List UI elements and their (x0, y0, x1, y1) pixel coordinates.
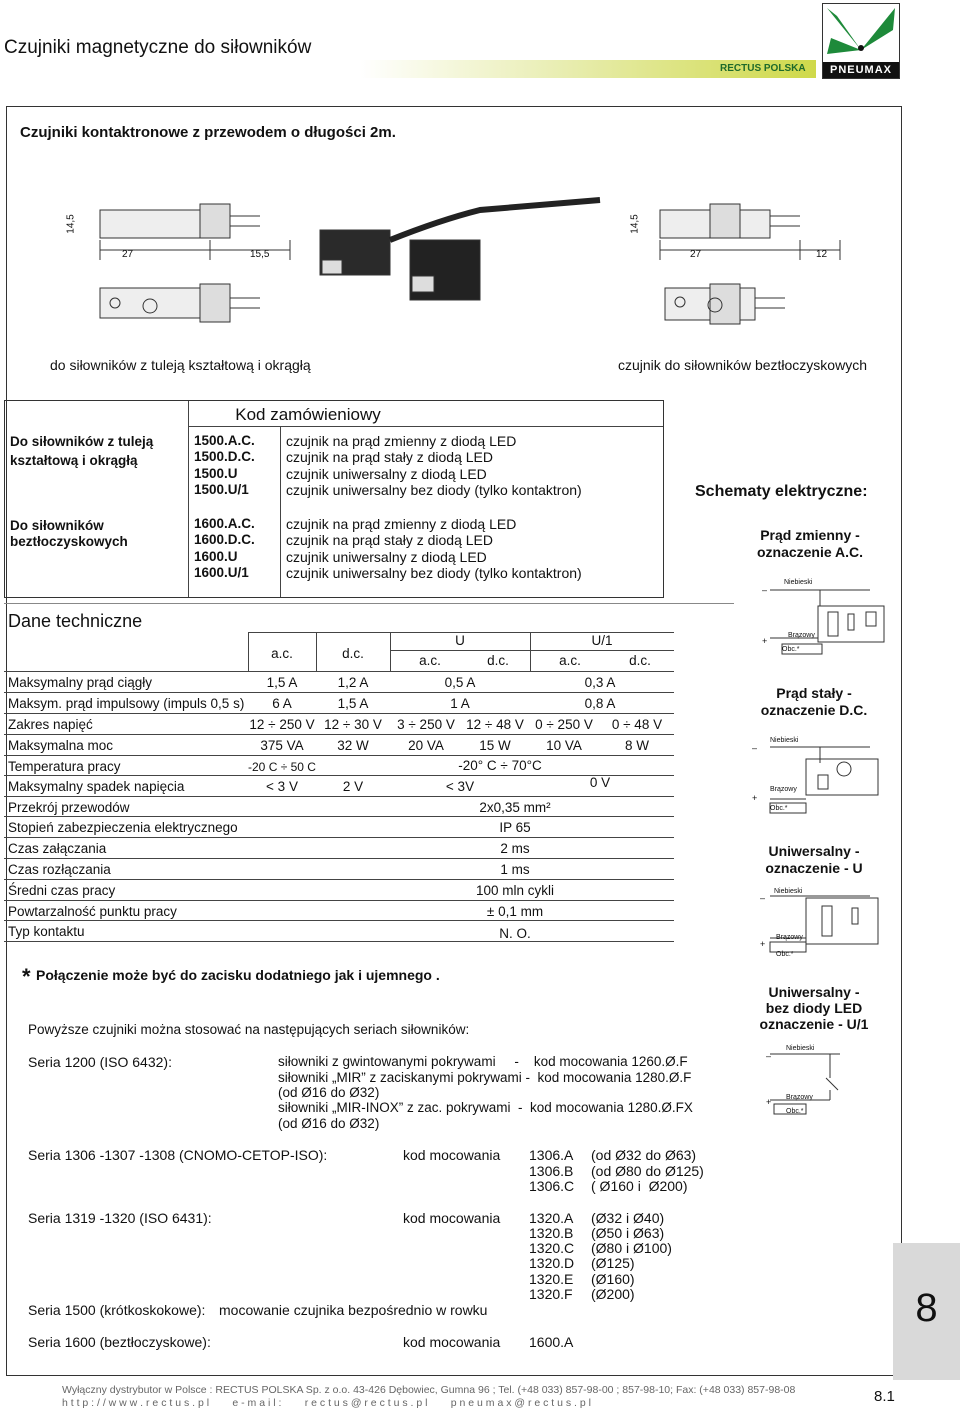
r1-dc: 1,5 A (337, 696, 369, 711)
r9-all: 1 ms (500, 862, 530, 877)
s1319-desc-2: (Ø50 i Ø63) (591, 1225, 665, 1241)
sensor-drawings (40, 180, 880, 340)
head-U1-dc: d.c. (629, 653, 651, 668)
s1319-desc-4: (Ø125) (591, 1255, 635, 1271)
ac-brazowy: Brązowy (788, 632, 815, 639)
caption-right: czujnik do siłowników beztłoczyskowych (618, 357, 867, 373)
footer-line-1: Wyłączny dystrybutor w Polsce : RECTUS POLSKA Sp. z o.o. 43-426 Dębowiec, Gumna 96 ; Tel. (+48 033) 857-98-00 ; 857-98-10; Fax: (+48 033) 857-98-08 (62, 1384, 796, 1396)
group1-desc-3: czujnik uniwersalny z diodą LED (286, 466, 487, 482)
s1200-label: Seria 1200 (ISO 6432): (28, 1054, 172, 1070)
u1-title-3: oznaczenie - U/1 (759, 1016, 869, 1032)
group2-label-1: Do siłowników (10, 518, 104, 533)
order-title: Kod zamówieniowy (235, 405, 381, 424)
s1319-label: Seria 1319 -1320 (ISO 6431): (28, 1210, 212, 1226)
head-dc: d.c. (342, 646, 364, 661)
page-number: 8.1 (874, 1388, 895, 1405)
s1500-label: Seria 1500 (krótkoskokowe): (28, 1302, 206, 1318)
tech-title: Dane techniczne (8, 611, 143, 631)
main-title: Czujniki kontaktronowe z przewodem o długości 2m. (20, 124, 396, 141)
r2-U1ac: 0 ÷ 250 V (535, 717, 593, 732)
r0-U: 0,5 A (444, 675, 476, 690)
dim-left-w1: 27 (122, 249, 134, 260)
group2-desc-4: czujnik uniwersalny bez diody (tylko kontaktron) (286, 565, 582, 581)
group1-label-2: kształtową i okrągłą (10, 453, 138, 468)
u-brazowy: Brązowy (776, 934, 803, 941)
dc-title-2: oznaczenie D.C. (760, 702, 868, 718)
s1200-line-4: siłowniki „MIR-INOX” z zac. pokrywami - kod mocowania 1280.Ø.FX (278, 1100, 693, 1115)
head-ac: a.c. (271, 646, 293, 661)
u-title-1: Uniwersalny - (768, 843, 860, 859)
row-label-12: Typ kontaktu (8, 924, 85, 939)
row-label-1: Maksym. prąd impulsowy (impuls 0,5 s) (8, 696, 245, 711)
dim-right-w2: 12 (816, 249, 828, 260)
r7-all: IP 65 (499, 820, 531, 835)
s1306-desc-2: (od Ø80 do Ø125) (591, 1163, 704, 1179)
s1319-code-5: 1320.E (529, 1271, 574, 1287)
row-label-9: Czas rozłączania (8, 862, 111, 877)
dim-right-height: 14,5 (629, 214, 641, 234)
dim-left-height: 14,5 (65, 214, 77, 234)
u1-title-2: bez diody LED (765, 1000, 863, 1016)
group2-label-2: beztłoczyskowych (10, 534, 128, 549)
s1306-desc-3: ( Ø160 i Ø200) (591, 1178, 688, 1194)
ac-title-1: Prąd zmienny - (760, 527, 860, 543)
r8-all: 2 ms (500, 841, 530, 856)
s1319-code-6: 1320.F (529, 1286, 573, 1302)
u1-plus: + (766, 1097, 772, 1107)
u1-minus: – (766, 1051, 772, 1061)
dc-title-1: Prąd stały - (776, 685, 852, 701)
company-name: RECTUS POLSKA (720, 63, 806, 74)
r0-U1: 0,3 A (584, 675, 616, 690)
r3-U1ac: 10 VA (546, 738, 582, 753)
ac-niebieski: Niebieski (784, 579, 813, 586)
r5-U1: 0 V (589, 775, 611, 790)
u-minus: – (760, 893, 766, 903)
chapter-number: 8 (915, 1286, 938, 1330)
group2-desc-2: czujnik na prąd stały z diodą LED (286, 532, 493, 548)
page-title: Czujniki magnetyczne do siłowników (4, 37, 312, 58)
row-label-0: Maksymalny prąd ciągły (8, 675, 153, 690)
row-label-11: Powtarzalność punktu pracy (8, 904, 177, 919)
s1200-line-5: (od Ø16 do Ø32) (278, 1116, 380, 1131)
dim-right-w1: 27 (690, 249, 702, 260)
s1319-kod: kod mocowania (403, 1210, 501, 1226)
caption-left: do siłowników z tuleją kształtową i okrągłą (50, 357, 311, 373)
s1600-label: Seria 1600 (beztłoczyskowe): (28, 1334, 211, 1350)
s1306-code-2: 1306.B (529, 1163, 574, 1179)
s1319-desc-6: (Ø200) (591, 1286, 635, 1302)
dc-obc: Obc.* (770, 805, 788, 812)
s1319-code-1: 1320.A (529, 1210, 574, 1226)
r3-Uac: 20 VA (408, 738, 444, 753)
s1319-desc-1: (Ø32 i Ø40) (591, 1210, 665, 1226)
u-obc: Obc.* (776, 951, 794, 958)
group2-code-3: 1600.U (194, 549, 238, 564)
s1319-desc-5: (Ø160) (591, 1271, 635, 1287)
s1319-code-3: 1320.C (529, 1240, 575, 1256)
dc-niebieski: Niebieski (770, 737, 799, 744)
r3-ac: 375 VA (260, 738, 304, 753)
schematic-u (760, 884, 890, 974)
head-U: U (455, 633, 465, 648)
s1200-line-1: siłowniki z gwintowanymi pokrywami - kod mocowania 1260.Ø.F (278, 1054, 688, 1069)
r10-all: 100 mln cykli (475, 883, 555, 898)
s1319-desc-3: (Ø80 i Ø100) (591, 1240, 672, 1256)
u-plus: + (760, 939, 766, 949)
group2-desc-1: czujnik na prąd zmienny z diodą LED (286, 516, 517, 532)
s1200-line-3: (od Ø16 do Ø32) (278, 1085, 380, 1100)
row-label-8: Czas załączania (8, 841, 107, 856)
ac-obc: Obc.* (782, 646, 800, 653)
r2-ac: 12 ÷ 250 V (249, 717, 315, 732)
group1-label-1: Do siłowników z tuleją (10, 434, 154, 449)
r2-Uac: 3 ÷ 250 V (397, 717, 455, 732)
s1500-text: mocowanie czujnika bezpośrednio w rowku (219, 1302, 488, 1318)
row-label-2: Zakres napięć (8, 717, 93, 732)
r0-ac: 1,5 A (266, 675, 298, 690)
group1-code-1: 1500.A.C. (194, 433, 255, 448)
row-label-4: Temperatura pracy (8, 759, 121, 774)
note-text: Połączenie może być do zacisku dodatniego jak i ujemnego . (36, 967, 440, 983)
head-U-dc: d.c. (487, 653, 509, 668)
group1-code-4: 1500.U/1 (194, 482, 249, 497)
s1600-kod: kod mocowania (403, 1334, 501, 1350)
row-label-10: Średni czas pracy (8, 883, 116, 898)
u1-niebieski: Niebieski (786, 1045, 815, 1052)
group2-desc-3: czujnik uniwersalny z diodą LED (286, 549, 487, 565)
r4-rest: -20° C ÷ 70°C (458, 758, 542, 773)
schematic-u1 (760, 1042, 890, 1122)
u1-obc: Obc.* (786, 1108, 804, 1115)
r4-ac: -20 C ÷ 50 C (248, 760, 316, 774)
group2-code-4: 1600.U/1 (194, 565, 249, 580)
dc-plus: + (752, 793, 758, 803)
r2-dc: 12 ÷ 30 V (324, 717, 382, 732)
r1-U1: 0,8 A (584, 696, 616, 711)
s1306-desc-1: (od Ø32 do Ø63) (591, 1147, 697, 1163)
dc-minus: – (752, 743, 758, 753)
s1600-code: 1600.A (529, 1334, 574, 1350)
group1-code-2: 1500.D.C. (194, 449, 255, 464)
s1306-kod: kod mocowania (403, 1147, 501, 1163)
s1200-line-2: siłowniki „MIR” z zaciskanymi pokrywami - kod mocowania 1280.Ø.F (278, 1070, 692, 1085)
r5-U: < 3V (445, 779, 475, 794)
schematic-ac (760, 578, 890, 668)
u1-title-1: Uniwersalny - (768, 984, 860, 1000)
r11-all: ± 0,1 mm (486, 904, 544, 919)
pneumax-logo (822, 3, 900, 79)
u-niebieski: Niebieski (774, 888, 803, 895)
u-title-2: oznaczenie - U (765, 860, 863, 876)
u1-brazowy: Brązowy (786, 1094, 813, 1101)
r1-U: 1 A (450, 696, 470, 711)
dim-left-w2: 15,5 (250, 249, 270, 260)
group2-code-2: 1600.D.C. (194, 532, 255, 547)
ac-title-2: oznaczenie A.C. (756, 544, 864, 560)
s1319-code-2: 1320.B (529, 1225, 574, 1241)
ac-minus: – (762, 585, 768, 595)
r3-U1dc: 8 W (624, 738, 649, 753)
r2-U1dc: 0 ÷ 48 V (611, 717, 663, 732)
note-asterisk: * (22, 964, 31, 989)
ac-plus: + (762, 636, 768, 646)
group1-code-3: 1500.U (194, 466, 238, 481)
r5-dc: 2 V (342, 779, 364, 794)
group2-code-1: 1600.A.C. (194, 516, 255, 531)
r6-all: 2x0,35 mm² (479, 800, 551, 815)
r3-dc: 32 W (337, 738, 369, 753)
s1306-code-1: 1306.A (529, 1147, 574, 1163)
r3-Udc: 15 W (479, 738, 511, 753)
group1-desc-2: czujnik na prąd stały z diodą LED (286, 449, 493, 465)
row-label-5: Maksymalny spadek napięcia (8, 779, 185, 794)
s1319-code-4: 1320.D (529, 1255, 575, 1271)
footer-line-2: h t t p : / / w w w . r e c t u s . p l e - m a i l : r e c t u s @ r e c t u s . p l p n e u m a x @ r e c t u s . p l (62, 1397, 591, 1409)
r12-all: N. O. (499, 926, 531, 941)
head-U-ac: a.c. (419, 653, 441, 668)
row-label-7: Stopień zabezpieczenia elektrycznego (8, 820, 238, 835)
usage-intro: Powyższe czujniki można stosować na następujących seriach siłowników: (28, 1022, 470, 1037)
r2-Udc: 12 ÷ 48 V (466, 717, 524, 732)
r0-dc: 1,2 A (337, 675, 369, 690)
row-label-6: Przekrój przewodów (8, 800, 130, 815)
row-label-3: Maksymalna moc (8, 738, 114, 753)
schematics-title: Schematy elektryczne: (695, 483, 868, 500)
r1-ac: 6 A (272, 696, 292, 711)
head-U1: U/1 (591, 633, 613, 648)
dc-brazowy: Brązowy (770, 786, 797, 793)
s1306-code-3: 1306.C (529, 1178, 575, 1194)
group1-desc-4: czujnik uniwersalny bez diody (tylko kontaktron) (286, 482, 582, 498)
group1-desc-1: czujnik na prąd zmienny z diodą LED (286, 433, 517, 449)
r5-ac: < 3 V (266, 779, 298, 794)
s1306-label: Seria 1306 -1307 -1308 (CNOMO-CETOP-ISO): (28, 1147, 328, 1163)
logo-text: PNEUMAX (829, 64, 892, 76)
head-U1-ac: a.c. (559, 653, 581, 668)
